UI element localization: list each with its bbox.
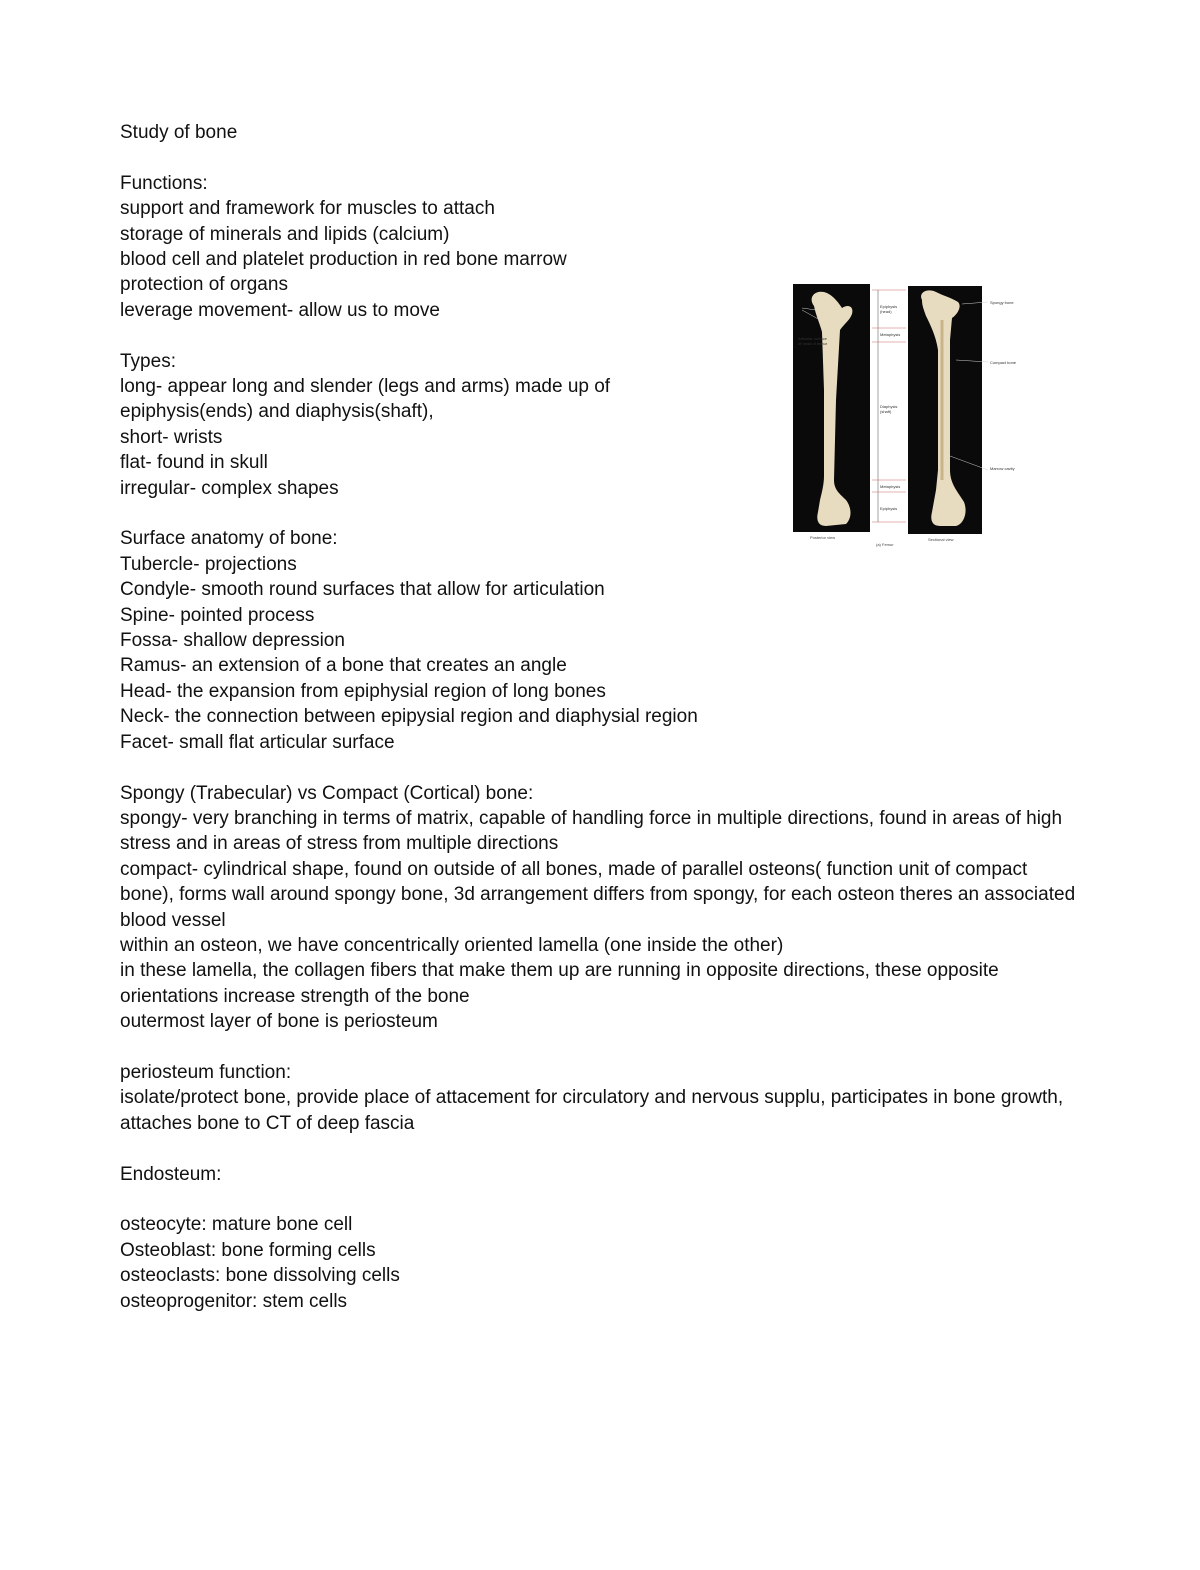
figure-label-marrow-cavity: Marrow cavity — [990, 466, 1015, 471]
figure-label-epiphysis: Epiphysis — [880, 506, 898, 511]
figure-label-epiphysis-head: Epiphysis (head) — [880, 304, 898, 314]
lamella-paragraph: in these lamella, the collagen fibers that make them up are running in opposite directions, these opposite orientations increase strength of the bone — [120, 960, 999, 1007]
surface-item: Condyle- smooth round surfaces that allow for articulation — [120, 579, 605, 601]
figure-caption-femur: (a) Femur — [876, 542, 894, 547]
femur-figure — [780, 280, 1030, 552]
periosteum-note: outermost layer of bone is periosteum — [120, 1011, 438, 1033]
cell-item: osteoprogenitor: stem cells — [120, 1290, 348, 1312]
periosteum-heading: periosteum function: — [120, 1061, 292, 1083]
types-item: short- wrists — [120, 426, 223, 448]
cell-item: Osteoblast: bone forming cells — [120, 1239, 376, 1261]
femur-illustration — [780, 280, 1030, 552]
figure-label-metaphysis-bottom: Metaphysis — [880, 484, 901, 489]
figure-label-metaphysis-top: Metaphysis — [880, 332, 901, 337]
functions-item: blood cell and platelet production in red bone marrow — [120, 249, 567, 271]
surface-item: Ramus- an extension of a bone that creates an angle — [120, 655, 567, 677]
figure-label-diaphysis: Diaphysis (shaft) — [880, 404, 898, 414]
cell-item: osteocyte: mature bone cell — [120, 1214, 353, 1236]
types-heading: Types: — [120, 350, 176, 372]
surface-item: Facet- small flat articular surface — [120, 731, 395, 753]
cell-item: osteoclasts: bone dissolving cells — [120, 1265, 400, 1287]
functions-item: support and framework for muscles to attach — [120, 198, 495, 220]
functions-item: leverage movement- allow us to move — [120, 299, 440, 321]
endosteum-heading: Endosteum: — [120, 1163, 222, 1185]
figure-label-spongy-bone: Spongy bone — [990, 300, 1014, 305]
functions-item: protection of organs — [120, 274, 288, 296]
periosteum-text: isolate/protect bone, provide place of attacement for circulatory and nervous supplu, participates in bone growth, attaches bone to CT of deep fascia — [120, 1087, 1064, 1134]
osteon-paragraph: within an osteon, we have concentrically oriented lamella (one inside the other) — [120, 934, 784, 956]
spongy-paragraph: spongy- very branching in terms of matrix, capable of handling force in multiple directions, found in areas of high stress and in areas of stress from multiple directions — [120, 807, 1063, 855]
functions-heading: Functions: — [120, 172, 208, 194]
surface-item: Spine- pointed process — [120, 604, 315, 626]
page-title: Study of bone — [120, 122, 238, 143]
compact-paragraph: compact- cylindrical shape, found on outside of all bones, made of parallel osteons( function unit of compact bone), forms wall around spongy bone, 3d arrangement differs from spongy, for each osteon theres an associated blood vessel — [120, 858, 1076, 931]
surface-item: Fossa- shallow depression — [120, 630, 345, 652]
figure-label-compact-bone: Compact bone — [990, 360, 1017, 365]
functions-item: storage of minerals and lipids (calcium) — [120, 223, 450, 245]
types-item: epiphysis(ends) and diaphysis(shaft), — [120, 401, 434, 423]
figure-caption-sectional: Sectional view — [928, 537, 954, 542]
types-item: flat- found in skull — [120, 452, 268, 474]
figure-label-articular: Articular surface of head of femur — [798, 336, 828, 346]
surface-heading: Surface anatomy of bone: — [120, 528, 338, 550]
surface-item: Tubercle- projections — [120, 553, 297, 575]
figure-caption-posterior: Posterior view — [810, 535, 836, 540]
types-item: irregular- complex shapes — [120, 477, 339, 499]
surface-item: Head- the expansion from epiphysial region of long bones — [120, 680, 606, 702]
types-item: long- appear long and slender (legs and arms) made up of — [120, 376, 611, 398]
surface-item: Neck- the connection between epipysial region and diaphysial region — [120, 706, 698, 728]
spongy-heading: Spongy (Trabecular) vs Compact (Cortical) bone: — [120, 782, 534, 804]
